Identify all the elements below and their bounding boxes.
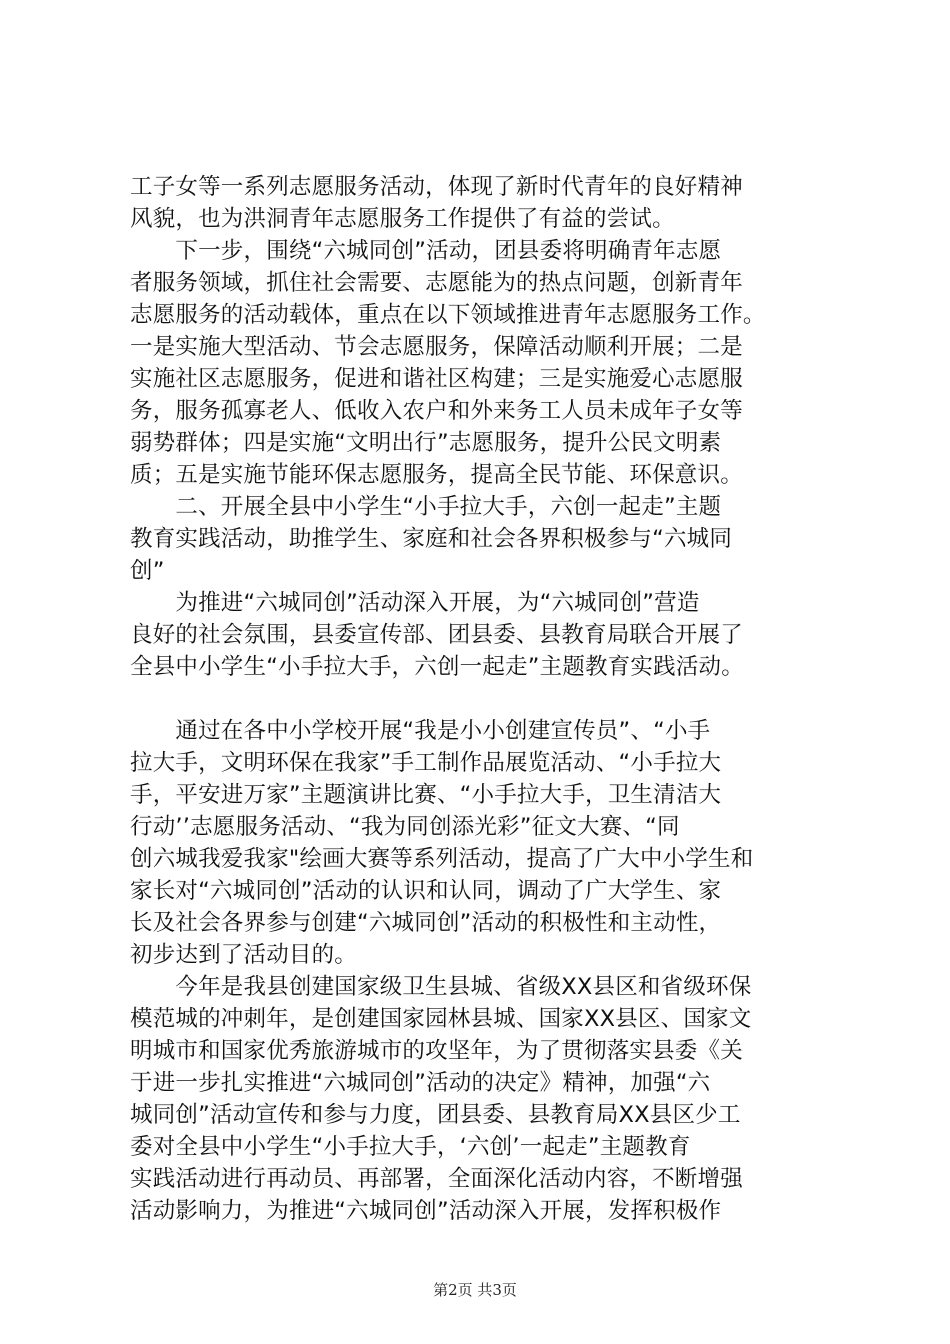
text-line: 通过在各中小学校开展“我是小小创建宣传员”、“小手 xyxy=(130,718,711,744)
text-line: 手，平安进万家”主题演讲比赛、“小手拉大手，卫生清洁大 xyxy=(130,782,722,808)
text-line: 今年是我县创建国家级卫生县城、省级XX县区和省级环保 xyxy=(130,974,752,1000)
text-line: 实践活动进行再动员、再部署，全面深化活动内容，不断增强 xyxy=(130,1166,743,1192)
text-line: 拉大手，文明环保在我家”手工制作品展览活动、“小手拉大 xyxy=(130,750,722,776)
text-line: 模范城的冲刺年，是创建国家园林县城、国家XX县区、国家文 xyxy=(130,1006,752,1032)
text-line: 委对全县中小学生“小手拉大手，‘六创’一起走”主题教育 xyxy=(130,1134,691,1160)
page-footer: 第2页 共3页 xyxy=(433,1281,517,1299)
text-line: 长及社会各界参与创建“六城同创”活动的积极性和主动性， xyxy=(130,910,722,936)
text-line: 良好的社会氛围，县委宣传部、团县委、县教育局联合开展了 xyxy=(130,622,743,648)
text-line: 行动’’志愿服务活动、“我为同创添光彩”征文大赛、“同 xyxy=(130,814,680,840)
text-line: 务，服务孤寡老人、低收入农户和外来务工人员未成年子女等 xyxy=(130,398,743,424)
text-line: 明城市和国家优秀旅游城市的攻坚年，为了贯彻落实县委《关 xyxy=(130,1038,743,1064)
text-line: 二、开展全县中小学生“小手拉大手，六创一起走”主题 xyxy=(130,494,722,520)
text-line: 教育实践活动，助推学生、家庭和社会各界积极参与“六城同 xyxy=(130,526,733,552)
text-line: 一是实施大型活动、节会志愿服务，保障活动顺利开展；二是 xyxy=(130,334,743,360)
text-line: 为推进“六城同创”活动深入开展，为“六城同创”营造 xyxy=(130,590,700,616)
text-line: 创六城我爱我家"绘画大赛等系列活动，提高了广大中小学生和 xyxy=(130,846,754,872)
text-line: 者服务领域，抓住社会需要、志愿能为的热点问题，创新青年 xyxy=(130,270,743,296)
text-line: 初步达到了活动目的。 xyxy=(130,942,358,968)
text-line: 全县中小学生“小手拉大手，六创一起走”主题教育实践活动。 xyxy=(130,654,744,680)
text-line: 志愿服务的活动载体，重点在以下领域推进青年志愿服务工作。 xyxy=(130,302,766,328)
text-line: 城同创”活动宣传和参与力度，团县委、县教育局XX县区少工 xyxy=(130,1102,741,1128)
text-line: 弱势群体；四是实施“文明出行”志愿服务，提升公民文明素 xyxy=(130,430,722,456)
text-line: 家长对“六城同创”活动的认识和认同，调动了广大学生、家 xyxy=(130,878,722,904)
text-line: 下一步，围绕“六城同创”活动，团县委将明确青年志愿 xyxy=(130,238,722,264)
text-line: 创” xyxy=(130,558,165,584)
text-line: 于进一步扎实推进“六城同创”活动的决定》精神，加强“六 xyxy=(130,1070,711,1096)
text-line: 风貌，也为洪洞青年志愿服务工作提供了有益的尝试。 xyxy=(130,206,675,232)
text-line: 活动影响力，为推进“六城同创”活动深入开展，发挥积极作 xyxy=(130,1198,722,1224)
text-line: 工子女等一系列志愿服务活动，体现了新时代青年的良好精神 xyxy=(130,174,743,200)
text-line: 实施社区志愿服务，促进和谐社区构建；三是实施爱心志愿服 xyxy=(130,366,743,392)
text-line: 质；五是实施节能环保志愿服务，提高全民节能、环保意识。 xyxy=(130,462,743,488)
